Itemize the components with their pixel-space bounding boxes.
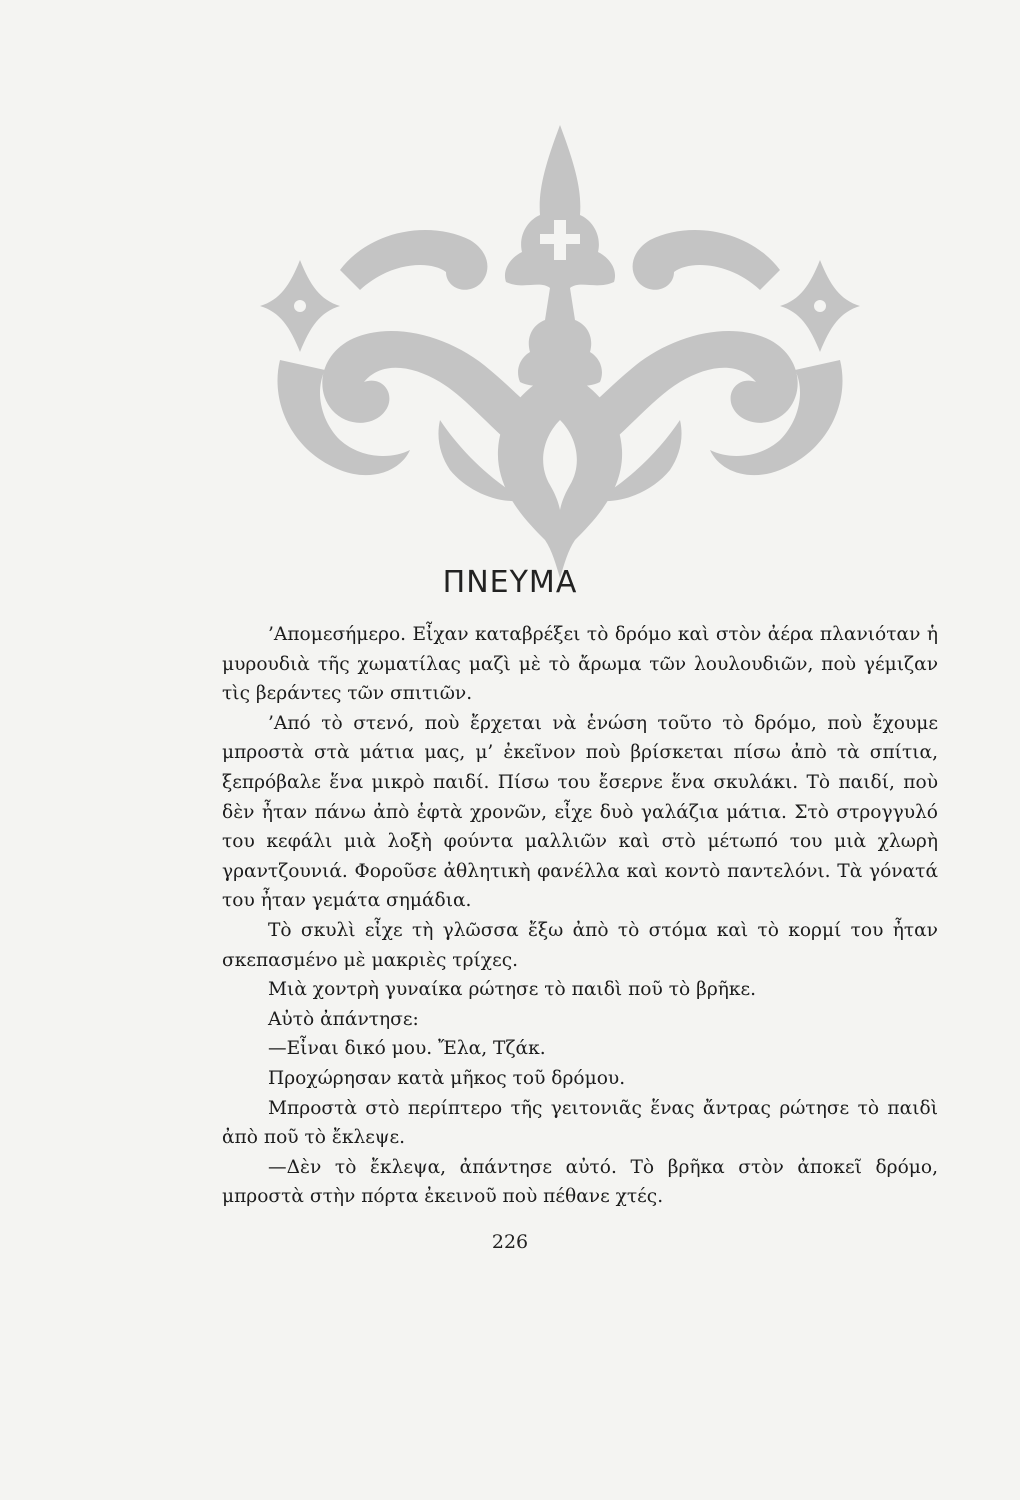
paragraph: Προχώρησαν κατὰ μῆκος τοῦ δρόμου. bbox=[268, 1067, 626, 1089]
chapter-title: ΠΝΕΥΜΑ bbox=[442, 565, 578, 600]
paragraph: ’Απομεσήμερο. Εἶχαν καταβρέξει τὸ δρόμο καὶ στὸν ἀέρα πλανιόταν ἡ μυρουδιὰ τῆς χωματίλας μαζὶ μὲ τὸ ἄρωμα τῶν λουλουδιῶν, ποὺ γέμιζαν τὶς βεράντες τῶν σπιτιῶν. bbox=[222, 624, 938, 705]
paragraph: ’Από τὸ στενό, ποὺ ἔρχεται νὰ ἑνώση τοῦτο τὸ δρόμο, ποὺ ἔχουμε μπροστὰ στὰ μάτια μας, μ’ ἐκεῖνον ποὺ βρίσκεται πίσω ἀπὸ τὰ σπίτια, ξεπρόβαλε ἕνα μικρὸ παιδί. Πίσω του ἔσερνε ἕνα σκυλάκι. Τὸ παιδί, ποὺ δὲν ἦταν πάνω ἀπὸ ἑφτὰ χρονῶν, εἶχε δυὸ γαλάζια μάτια. Στὸ στρογγυλό του κεφάλι μιὰ λοξὴ φούντα μαλλιῶν καὶ στὸ μέτωπό του μιὰ χλωρὴ γραντζουνιά. Φοροῦσε ἀθλητικὴ φανέλλα καὶ κοντὸ παντελόνι. Τὰ γόνατά του ἦταν γεμάτα σημάδια. bbox=[222, 712, 938, 912]
paragraph: —Δὲν τὸ ἔκλεψα, ἀπάντησε αὐτό. Τὸ βρῆκα στὸν ἀποκεῖ δρόμο, μπροστὰ στὴν πόρτα ἐκεινοῦ ποὺ πέθανε χτές. bbox=[222, 1156, 938, 1208]
paragraph: Μιὰ χοντρὴ γυναίκα ρώτησε τὸ παιδὶ ποῦ τὸ βρῆκε. bbox=[268, 979, 757, 1001]
paragraph: Αὐτὸ ἀπάντησε: bbox=[268, 1008, 419, 1030]
floral-headpiece-ornament-icon bbox=[240, 120, 880, 580]
paragraph: Τὸ σκυλὶ εἶχε τὴ γλῶσσα ἔξω ἀπὸ τὸ στόμα καὶ τὸ κορμί του ἦταν σκεπασμένο μὲ μακριὲς τρίχες. bbox=[222, 919, 938, 971]
page-number: 226 bbox=[491, 1231, 529, 1253]
paragraph: Μπροστὰ στὸ περίπτερο τῆς γειτονιᾶς ἕνας ἄντρας ρώτησε τὸ παιδὶ ἀπὸ ποῦ τὸ ἔκλεψε. bbox=[222, 1097, 938, 1149]
paragraph: —Εἶναι δικό μου. Ἔλα, Τζάκ. bbox=[268, 1038, 546, 1060]
body-text bbox=[222, 620, 938, 1212]
